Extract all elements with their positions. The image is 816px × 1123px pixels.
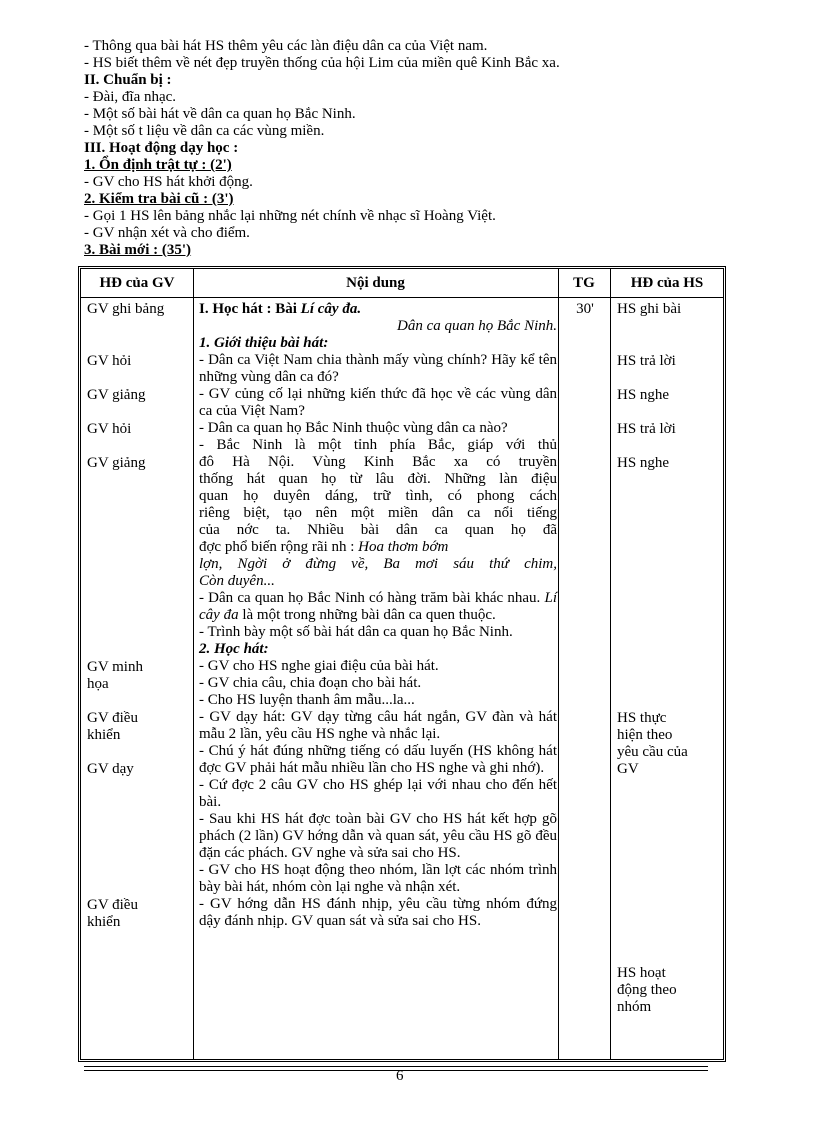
content-paragraph: - GV cho HS hoạt động theo nhóm, lần lợt các nhóm trình bày bài hát, nhóm còn lại nghe và nhận xét. xyxy=(199,862,557,895)
content-paragraph: - GV cho HS nghe giai điệu của bài hát. xyxy=(199,658,439,674)
hs-activity: HS hoạt động theo nhóm xyxy=(617,965,677,1015)
content-line: - Bắc Ninh là một tỉnh phía Bắc, giáp với thủ xyxy=(199,437,557,453)
hs-activity: HS thực hiện theo yêu cầu của GV xyxy=(617,710,688,777)
step-title: 2. Kiểm tra bài cũ : (3') xyxy=(84,191,234,207)
content-paragraph: - Dân ca quan họ Bắc Ninh có hàng trăm bài khác nhau. Lí cây đa là một trong những bài dân ca quen thuộc. xyxy=(199,590,557,623)
prep-item: - Đài, đĩa nhạc. xyxy=(84,89,177,105)
column-divider xyxy=(193,269,194,1059)
step-item: - Gọi 1 HS lên bảng nhắc lại những nét chính về nhạc sĩ Hoàng Việt. xyxy=(84,208,496,224)
section-title: III. Hoạt động dạy học : xyxy=(84,140,239,156)
intro-line: - HS biết thêm về nét đẹp truyền thống của hội Lim của miền quê Kinh Bắc xa. xyxy=(84,55,560,71)
content-line: đợc phổ biến rộng rãi nh : Hoa thơm bớm xyxy=(199,539,449,555)
page-header-text xyxy=(84,38,734,259)
hs-activity: HS nghe xyxy=(617,455,670,471)
content-paragraph: - GV chia câu, chia đoạn cho bài hát. xyxy=(199,675,422,691)
tg-column xyxy=(563,301,607,318)
gv-activity: GV điều khiển xyxy=(87,710,138,743)
content-line: đô Hà Nội. Vùng Kinh Bắc xa có truyền xyxy=(199,454,557,470)
hs-activity: HS trả lời xyxy=(617,353,676,369)
prep-item: - Một số t liệu về dân ca các vùng miền. xyxy=(84,123,325,139)
page-number: 6 xyxy=(396,1068,404,1084)
song-title: I. Học hát : Bài Lí cây đa. xyxy=(199,301,362,317)
content-paragraph: - GV hớng dẫn HS đánh nhịp, yêu cầu từng nhóm đứng dậy đánh nhịp. GV quan sát và sửa sai cho HS. xyxy=(199,896,557,929)
step-title: 3. Bài mới : (35') xyxy=(84,242,192,258)
content-line: thống hát quan họ từ lâu đời. Những làn điệu xyxy=(199,471,557,487)
header-gv: HĐ của GV xyxy=(99,275,175,291)
footer-line xyxy=(84,1066,708,1067)
header-tg: TG xyxy=(573,275,595,291)
content-paragraph: - Trình bày một số bài hát dân ca quan họ Bắc Ninh. xyxy=(199,624,513,640)
prep-item: - Một số bài hát về dân ca quan họ Bắc Ninh. xyxy=(84,106,356,122)
content-line: Còn duyên... xyxy=(199,573,275,589)
intro-heading: 1. Giới thiệu bài hát: xyxy=(199,335,329,351)
intro-line: - Thông qua bài hát HS thêm yêu các làn điệu dân ca của Việt nam. xyxy=(84,38,488,54)
gv-activity: GV giảng xyxy=(87,455,146,471)
header-content: Nội dung xyxy=(346,275,405,291)
hs-activity: HS nghe xyxy=(617,387,670,403)
content-paragraph: - Dân ca Việt Nam chia thành mấy vùng chính? Hãy kể tên những vùng dân ca đó? xyxy=(199,352,557,385)
song-subtitle: Dân ca quan họ Bắc Ninh. xyxy=(397,318,557,334)
gv-activity: GV hỏi xyxy=(87,353,132,369)
content-paragraph: - Cho HS luyện thanh âm mẫu...la... xyxy=(199,692,415,708)
gv-activity: GV minh họa xyxy=(87,659,143,692)
content-paragraph: - Chú ý hát đúng những tiếng có dấu luyến (HS không hát đợc GV phải hát mẫu nhiều lần cho HS nghe và ghi nhớ). xyxy=(199,743,557,776)
content-paragraph: - GV dạy hát: GV dạy từng câu hát ngắn, GV đàn và hát mẫu 2 lần, yêu cầu HS nghe và nhắc lại. xyxy=(199,709,557,742)
step-item: - GV cho HS hát khởi động. xyxy=(84,174,253,190)
content-paragraph: - Cứ đợc 2 câu GV cho HS ghép lại với nhau cho đến hết bài. xyxy=(199,777,557,810)
gv-activity: GV ghi bảng xyxy=(87,301,165,317)
gv-activity: GV giảng xyxy=(87,387,146,403)
lesson-table xyxy=(78,266,726,1062)
section-title: II. Chuẩn bị : xyxy=(84,72,172,88)
content-line: quan họ duyên dáng, trữ tình, có phong cách xyxy=(199,488,557,504)
content-line: riêng biệt, tạo nên một miền dân ca nổi tiếng xyxy=(199,505,557,521)
gv-activity: GV điều khiển xyxy=(87,897,138,930)
step-item: - GV nhận xét và cho điểm. xyxy=(84,225,250,241)
content-paragraph: - GV củng cố lại những kiến thức đã học về các vùng dân ca của Việt Nam? xyxy=(199,386,557,419)
learn-heading: 2. Học hát: xyxy=(199,641,269,657)
content-column xyxy=(199,301,557,930)
hs-activity: HS ghi bài xyxy=(617,301,682,317)
gv-activity: GV hỏi xyxy=(87,421,132,437)
content-line: lợn, Ngời ở đừng về, Ba mơi sáu thứ chim, xyxy=(199,556,557,572)
content-paragraph: - Dân ca quan họ Bắc Ninh thuộc vùng dân ca nào? xyxy=(199,420,508,436)
column-divider xyxy=(558,269,559,1059)
tg-value: 30' xyxy=(576,301,594,317)
content-paragraph: - Sau khi HS hát đợc toàn bài GV cho HS hát kết hợp gõ phách (2 lần) GV hớng dẫn và quan sát, yêu cầu HS gõ đều đặn các phách. GV nghe và sửa sai cho HS. xyxy=(199,811,557,861)
step-title: 1. Ổn định trật tự : (2') xyxy=(84,157,232,173)
column-divider xyxy=(610,269,611,1059)
header-hs: HĐ của HS xyxy=(630,275,704,291)
hs-activity: HS trả lời xyxy=(617,421,676,437)
table-header-row xyxy=(81,269,723,298)
content-line: của nớc ta. Nhiều bài dân ca quan họ đã xyxy=(199,522,557,538)
gv-activity: GV dạy xyxy=(87,761,134,777)
